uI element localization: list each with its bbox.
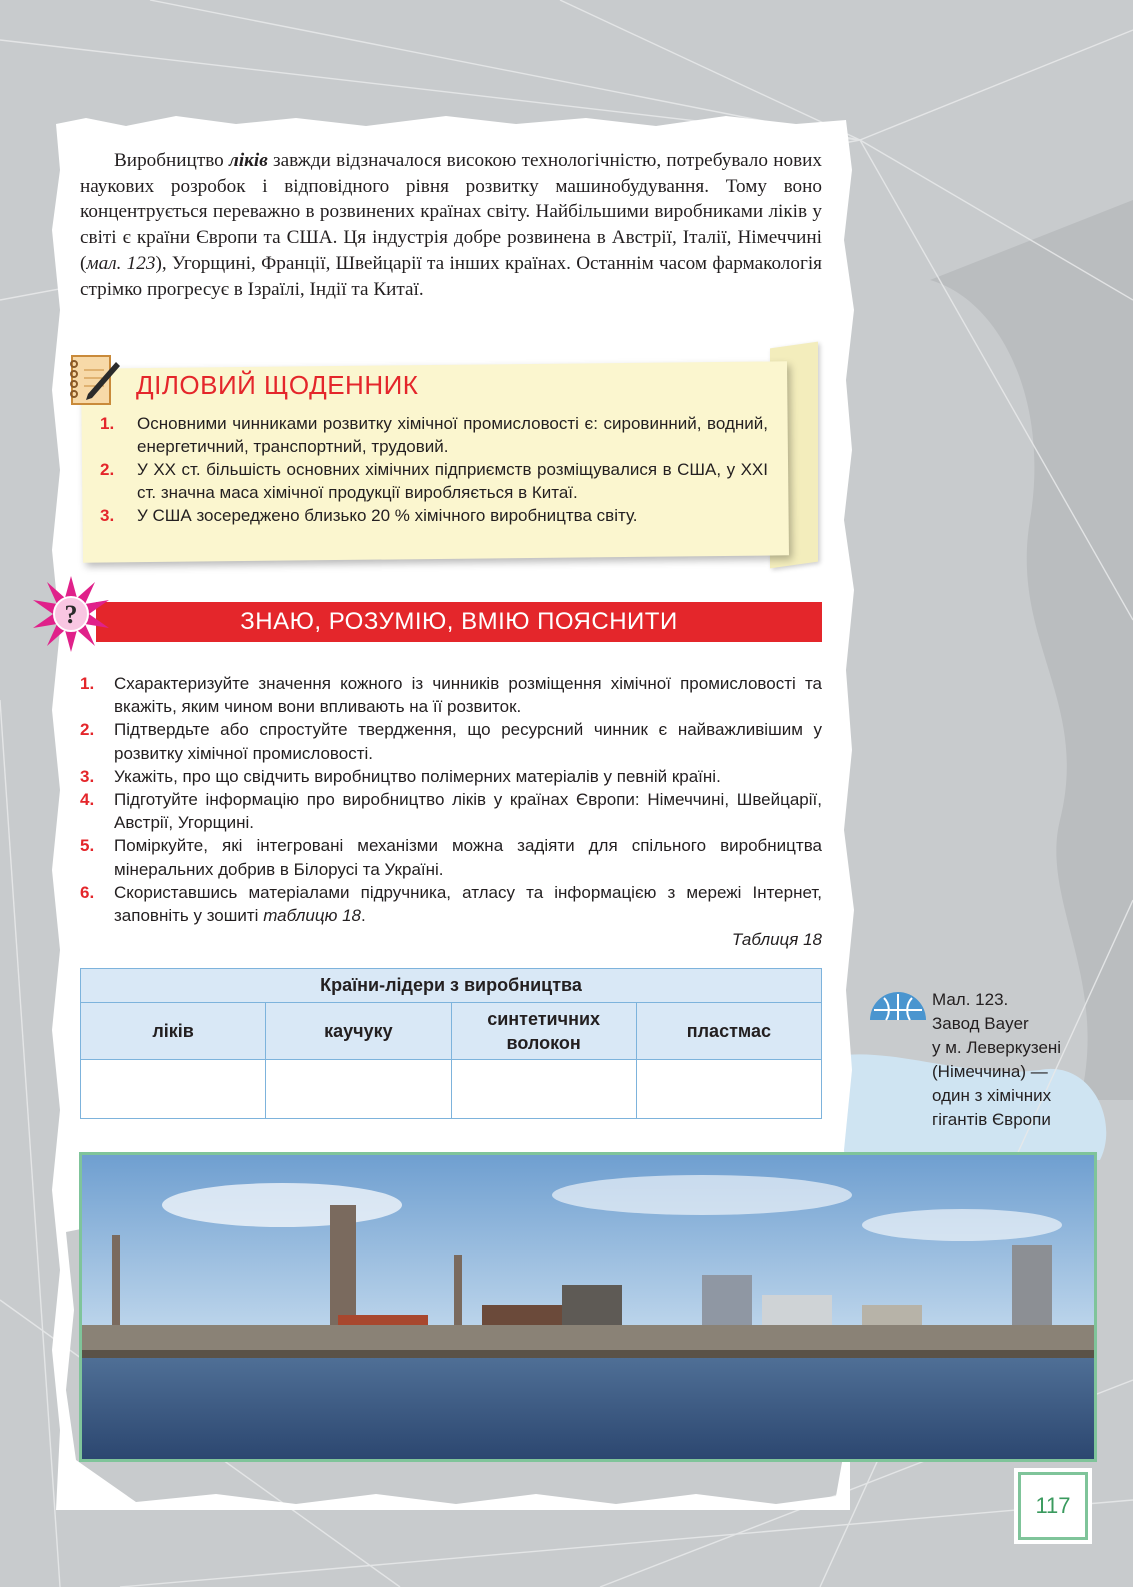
questions-list	[80, 672, 822, 927]
figure-caption: Мал. 123. Завод Bayer у м. Леверкузені (Німеччина) — один з хімічних гігантів Європи	[932, 990, 1062, 1129]
table-cell	[636, 1060, 821, 1119]
table-title: Країни-лідери з виробництва	[81, 969, 822, 1003]
list-item: 6. Скориставшись матеріалами підручника, атласу та інформацією з мережі Інтернет, заповніть у зошиті таблицю 18.	[80, 882, 822, 926]
column-header: синтетичних волокон	[451, 1003, 636, 1060]
page-number-box	[1018, 1472, 1088, 1540]
diary-title: ДІЛОВИЙ ЩОДЕННИК	[136, 370, 419, 400]
list-item: 2. Підтвердьте або спростуйте твердження, що ресурсний чинник є найважливішим у розвитку хімічної промисловості.	[80, 720, 822, 763]
table-cell	[451, 1060, 636, 1119]
figure-reference[interactable]: мал. 123	[86, 252, 156, 274]
page-number: 117	[1035, 1493, 1071, 1518]
column-header: ліків	[81, 1003, 266, 1060]
bayer-factory-photo	[79, 1152, 1097, 1462]
globe-icon	[866, 990, 930, 1022]
table-caption: Таблиця 18	[731, 930, 822, 949]
column-header: каучуку	[266, 1003, 451, 1060]
svg-text:?: ?	[64, 600, 78, 629]
notebook-pen-icon	[66, 350, 122, 408]
table-row	[81, 1060, 822, 1119]
list-item: 5. Поміркуйте, які інтегровані механізми можна задіяти для спільного виробництва мінеральних добрив в Білорусі та Україні.	[80, 836, 822, 879]
list-item: 3. У США зосереджено близько 20 % хімічного виробництва світу.	[100, 506, 638, 525]
bold-term: ліків	[228, 150, 268, 171]
column-header: пластмас	[636, 1003, 821, 1060]
questions-title: ЗНАЮ, РОЗУМІЮ, ВМІЮ ПОЯСНИТИ	[240, 608, 678, 635]
list-item: 4. Підготуйте інформацію про виробництво ліків у країнах Європи: Німеччині, Швейцарії, Австрії, Угорщині.	[80, 790, 822, 833]
list-item: 1. Основними чинниками розвитку хімічної промисловості є: сировинний, водний, енергетичний, транспортний, трудовий.	[100, 414, 768, 456]
intro-paragraph: Виробництво ліків завжди відзначалося високою технологічністю, потребувало нових наукових розробок і відповідного рівня розвитку машинобудування. Тому воно концентрується переважно в розвинених країнах світу. Найбільшими виробниками ліків у світі є країни Європи та США. Ця індустрія добре розвинена в Австрії, Італії, Німеччині (мал. 123), Угорщині, Франції, Швейцарії та інших країнах. Останнім часом фармакологія стрімко прогресує в Ізраїлі, Індії та Китаї.	[80, 150, 822, 300]
leaders-table	[80, 968, 822, 1119]
table-reference[interactable]: таблицю 18	[263, 906, 361, 926]
question-burst-icon	[33, 576, 109, 652]
table-cell	[266, 1060, 451, 1119]
diary-list	[100, 412, 768, 527]
table-cell	[81, 1060, 266, 1119]
list-item: 3. Укажіть, про що свідчить виробництво полімерних матеріалів у певній країні.	[80, 766, 721, 786]
list-item: 2. У ХХ ст. більшість основних хімічних підприємств розміщувалися в США, у ХХІ ст. значна маса хімічної продукції виробляється в Китаї.	[100, 460, 768, 502]
list-item: 1. Схарактеризуйте значення кожного із чинників розміщення хімічної промисловості та вкажіть, яким чином вони впливають на її розвиток.	[80, 674, 822, 717]
